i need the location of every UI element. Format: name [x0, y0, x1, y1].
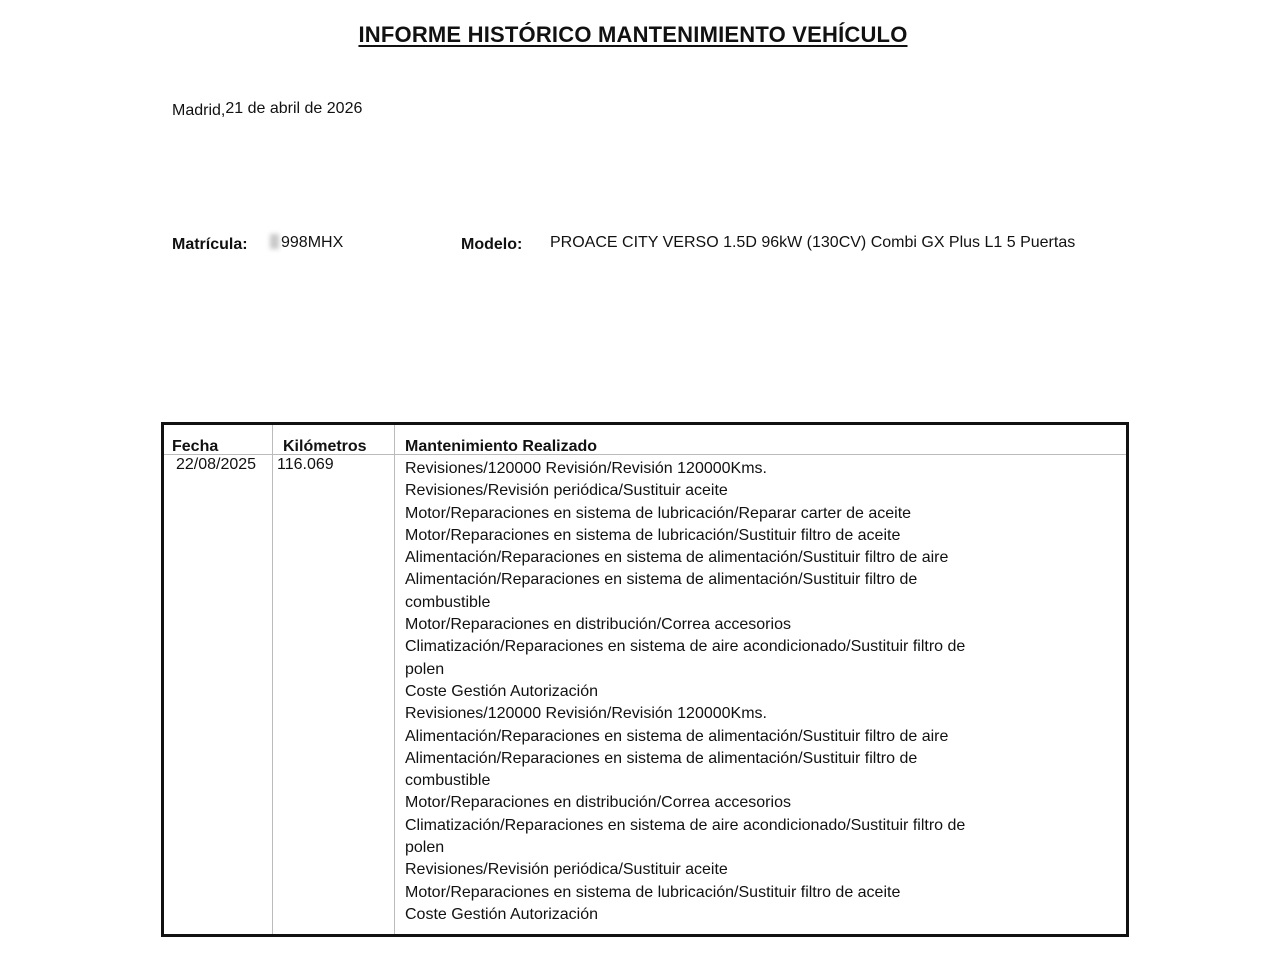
report-date: 21 de abril de 2026	[225, 100, 363, 117]
maintenance-item: Motor/Reparaciones en sistema de lubricación/Sustituir filtro de aceite	[405, 883, 901, 901]
row-date: 22/08/2025	[176, 456, 257, 473]
model-value: PROACE CITY VERSO 1.5D 96kW (130CV) Combi GX Plus L1 5 Puertas	[550, 234, 1076, 251]
maintenance-item: Motor/Reparaciones en sistema de lubricación/Reparar carter de aceite	[405, 504, 912, 522]
header-date: Fecha	[172, 438, 219, 455]
plate-label: Matrícula:	[172, 236, 248, 253]
maintenance-table	[161, 422, 1129, 937]
maintenance-item: Alimentación/Reparaciones en sistema de alimentación/Sustituir filtro de combustible	[405, 571, 918, 611]
maintenance-item: Alimentación/Reparaciones en sistema de alimentación/Sustituir filtro de combustible	[405, 749, 918, 790]
column-divider	[394, 425, 395, 934]
model-label: Modelo:	[461, 236, 523, 253]
row-km: 116.069	[277, 456, 334, 473]
maintenance-item: Revisiones/120000 Revisión/Revisión 120000Kms.	[405, 460, 767, 477]
plate-value: 998MHX	[281, 234, 344, 251]
maintenance-item: Motor/Reparaciones en sistema de lubricación/Sustituir filtro de aceite	[405, 526, 901, 544]
maintenance-item: Coste Gestión Autorización	[405, 682, 598, 700]
redacted-mark	[270, 234, 279, 249]
maintenance-item: Alimentación/Reparaciones en sistema de alimentación/Sustituir filtro de aire	[405, 727, 949, 745]
maintenance-item: Revisiones/120000 Revisión/Revisión 120000Kms.	[405, 705, 767, 723]
maintenance-item: Alimentación/Reparaciones en sistema de alimentación/Sustituir filtro de aire	[405, 549, 949, 567]
maintenance-item: Climatización/Reparaciones en sistema de aire acondicionado/Sustituir filtro de polen	[405, 816, 966, 857]
maintenance-item: Revisiones/Revisión periódica/Sustituir aceite	[405, 861, 728, 879]
plate-value-wrapper	[270, 234, 343, 252]
maintenance-item: Motor/Reparaciones en distribución/Correa accesorios	[405, 794, 791, 812]
maintenance-item: Coste Gestión Autorización	[405, 905, 598, 923]
header-km: Kilómetros	[283, 438, 367, 455]
report-city: Madrid,	[172, 102, 226, 119]
column-divider	[272, 425, 273, 934]
maintenance-item: Motor/Reparaciones en distribución/Correa accesorios	[405, 616, 791, 634]
report-title: INFORME HISTÓRICO MANTENIMIENTO VEHÍCULO	[358, 22, 908, 47]
header-maintenance: Mantenimiento Realizado	[405, 438, 598, 455]
maintenance-item: Revisiones/Revisión periódica/Sustituir aceite	[405, 482, 728, 500]
maintenance-item: Climatización/Reparaciones en sistema de aire acondicionado/Sustituir filtro de polen	[405, 638, 966, 678]
place-date	[172, 100, 362, 118]
maintenance-list	[405, 458, 1005, 926]
